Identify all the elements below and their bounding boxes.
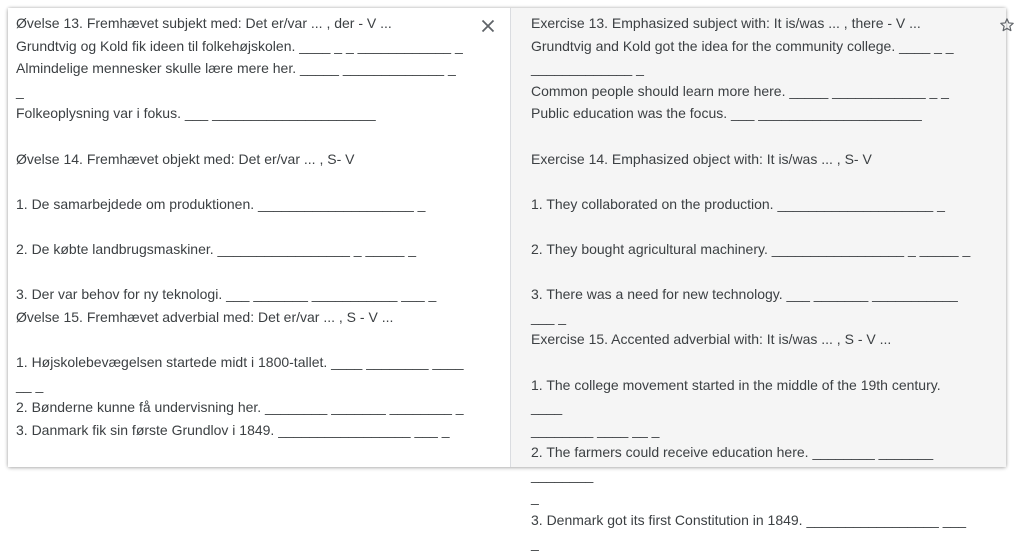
source-line: Grundtvig og Kold fik ideen til folkehøjskolen. ____ _ _ ____________ _: [16, 37, 463, 54]
translation-line: Exercise 15. Accented adverbial with: It is/was ... , S - V ...: [531, 331, 892, 348]
source-line: Folkeoplysning var i fokus. ___ _____________________: [16, 105, 376, 122]
translation-line: Exercise 14. Emphasized object with: It is/was ... , S- V: [531, 150, 872, 167]
source-line: [16, 261, 466, 284]
star-outline-icon: [999, 17, 1015, 33]
translation-line: 3. There was a need for new technology. ___ _______ ___________ ___ _: [531, 286, 962, 325]
source-line: 3. Danmark fik sin første Grundlov i 1849. _________________ ___ _: [16, 421, 450, 438]
translation-line: Public education was the focus. ___ _____________________: [531, 105, 922, 122]
translation-line: Common people should learn more here. _____ ____________ _ _: [531, 82, 949, 99]
clear-source-button[interactable]: [478, 16, 498, 36]
source-line: [16, 125, 466, 148]
translation-line: 2. They bought agricultural machinery. _________________ _ _____ _: [531, 240, 971, 257]
translation-line: 1. They collaborated on the production. ____________________ _: [531, 195, 945, 212]
source-line: 3. Der var behov for ny teknologi. ___ _______ ___________ ___ _: [16, 286, 437, 303]
source-line: Øvelse 15. Fremhævet adverbial med: Det er/var ... , S - V ...: [16, 308, 394, 325]
translation-line: Grundtvig and Kold got the idea for the community college. ____ _ _: [531, 37, 954, 54]
translation-line: 1. The college movement started in the middle of the 19th century. ____: [531, 376, 945, 416]
translation-line: _: [531, 489, 539, 506]
source-line: 1. Højskolebevægelsen startede midt i 1800-tallet. ____ ________ ____: [16, 353, 464, 370]
translation-text: [531, 12, 971, 554]
translation-pane: [511, 8, 1006, 551]
translation-line: Exercise 13. Emphasized subject with: It is/was ... , there - V ...: [531, 15, 921, 31]
translation-line: _____________ _: [531, 60, 644, 77]
source-line: [16, 215, 466, 238]
source-line: Øvelse 13. Fremhævet subjekt med: Det er/var ... , der - V ...: [16, 15, 392, 31]
translation-line: [531, 125, 971, 148]
source-line: Øvelse 14. Fremhævet objekt med: Det er/var ... , S- V: [16, 150, 355, 167]
translation-line: 2. The farmers could receive education here. ________ _______ ________: [531, 444, 938, 483]
source-line: Almindelige mennesker skulle lære mere her. _____ _____________ _ _: [16, 60, 460, 99]
save-translation-button[interactable]: [997, 15, 1017, 35]
translation-line: [531, 170, 971, 193]
close-icon: [481, 19, 495, 33]
translation-line: [531, 215, 971, 238]
translation-line: [531, 261, 971, 284]
translate-panel: [8, 8, 1006, 551]
source-line: __ _: [16, 376, 44, 393]
source-pane: [8, 8, 511, 467]
source-line: [16, 328, 466, 351]
source-line: 2. Bønderne kunne få undervisning her. ________ _______ ________ _: [16, 399, 464, 416]
translation-line: [531, 351, 971, 374]
source-text[interactable]: [16, 12, 466, 441]
source-line: [16, 170, 466, 193]
source-line: 2. De købte landbrugsmaskiner. _________________ _ _____ _: [16, 240, 417, 257]
source-line: 1. De samarbejdede om produktionen. ____________________ _: [16, 195, 426, 212]
translation-line: ________ ____ __ _: [531, 421, 660, 438]
translation-line: 3. Denmark got its first Constitution in 1849. _________________ ___ _: [531, 512, 970, 551]
